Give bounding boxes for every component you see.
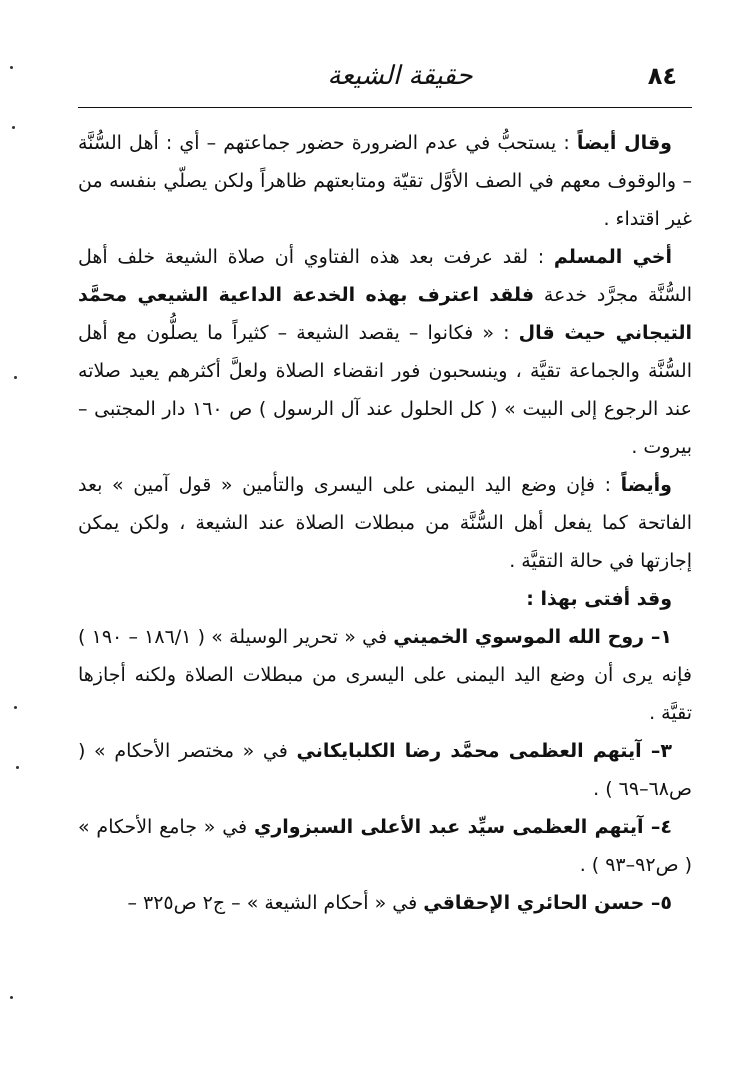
paragraph-1 xyxy=(78,124,692,238)
page-header xyxy=(0,50,749,120)
paragraph-3 xyxy=(78,466,692,580)
paragraph-8-lead: ٥– حسن الحائري الإحقاقي xyxy=(423,892,672,914)
scan-speck xyxy=(12,126,15,129)
paragraph-1-text: : يستحبُّ في عدم الضرورة حضور جماعتهم – أي : أهل السُّنَّة – والوقوف معهم في الصف الأوَّل تقيّة ومتابعتهم ظاهراً ولكن يصلّي بنفسه من غير اقتداء . xyxy=(78,132,692,230)
paragraph-5 xyxy=(78,618,692,732)
paragraph-7-lead: ٤– آيتهم العظمى سيِّد عبد الأعلى السبزواري xyxy=(253,816,672,838)
paragraph-3-lead: وأيضاً xyxy=(620,474,672,496)
body-text xyxy=(78,124,692,922)
paragraph-2-tail: : « فكانوا – يقصد الشيعة – كثيراً ما يصلُّون مع أهل السُّنَّة والجماعة تقيَّة ، وينسحبون فور انقضاء الصلاة ولعلَّ أكثرهم يعيد صلاته عند الرجوع إلى البيت » ( كل الحلول عند آل الرسول ) ص ١٦٠ دار المجتبى – بيروت . xyxy=(78,322,693,458)
paragraph-8-text: في « أحكام الشيعة » – ج٢ ص٣٢٥ – xyxy=(127,892,424,914)
paragraph-4-lead: وقد أفتى بهذا : xyxy=(526,588,672,610)
scan-speck xyxy=(16,766,19,769)
running-title: حقيقة الشيعة xyxy=(327,61,473,91)
paragraph-5-lead: ١– روح الله الموسوي الخميني xyxy=(393,626,672,648)
header-rule xyxy=(78,107,692,108)
paragraph-7-text: في « جامع الأحكام » ( ص٩٢–٩٣ ) . xyxy=(78,816,692,876)
paragraph-1-lead: وقال أيضاً xyxy=(576,132,672,154)
paragraph-6 xyxy=(78,732,692,808)
paragraph-3-text: : فإن وضع اليد اليمنى على اليسرى والتأمين « قول آمين » بعد الفاتحة كما يفعل أهل السُّنَّة من مبطلات الصلاة عند الشيعة ، ولكن يمكن إجازتها في حالة التقيَّة . xyxy=(78,474,692,572)
paragraph-2-text: : لقد عرفت بعد هذه الفتاوي أن صلاة الشيعة خلف أهل السُّنَّة مجرَّد خدعة xyxy=(78,246,692,306)
paragraph-2-lead: أخي المسلم xyxy=(553,246,672,268)
paragraph-2 xyxy=(78,238,692,466)
paragraph-6-lead: ٣– آيتهم العظمى محمَّد رضا الكلبايكاني xyxy=(296,740,672,762)
scan-speck xyxy=(10,66,13,69)
paragraph-7 xyxy=(78,808,692,884)
scan-speck xyxy=(14,706,17,709)
paragraph-2-bold: فلقد اعترف بهذه الخدعة الداعية الشيعي محمَّد التيجاني حيث قال xyxy=(78,284,692,344)
page-number: ٨٤ xyxy=(647,62,677,90)
paragraph-5-text: في « تحرير الوسيلة » ( ١٨٦/١ – ١٩٠ ) فإنه يرى أن وضع اليد اليمنى على اليسرى من مبطلات الصلاة ولكنه أجازها تقيَّة . xyxy=(78,626,692,724)
scan-speck xyxy=(10,996,13,999)
paragraph-8 xyxy=(78,884,692,922)
scan-speck xyxy=(14,376,17,379)
paragraph-4 xyxy=(78,580,692,618)
paragraph-6-text: في « مختصر الأحكام » ( ص٦٨–٦٩ ) . xyxy=(78,740,692,800)
